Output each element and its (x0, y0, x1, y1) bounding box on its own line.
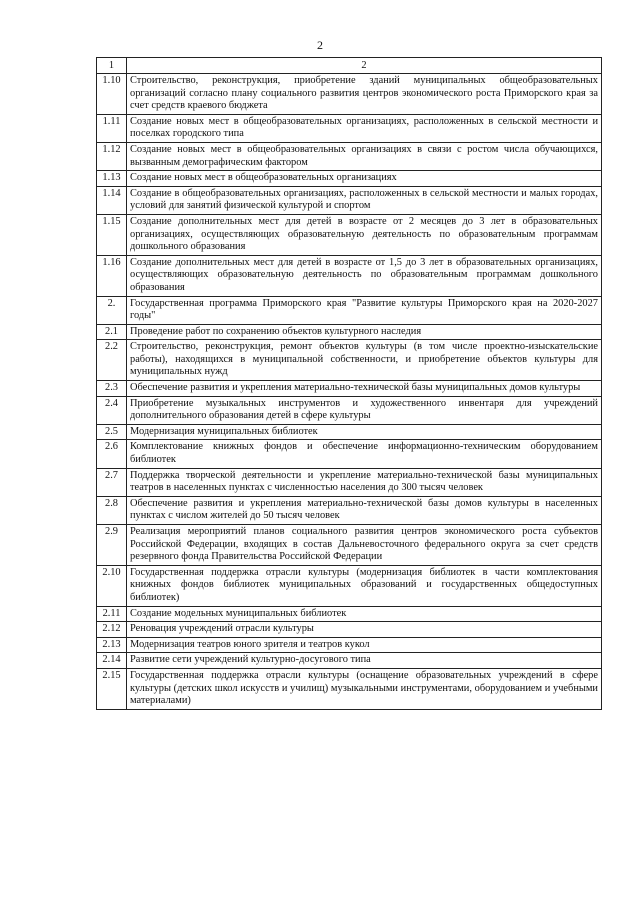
table-row (97, 606, 602, 622)
table-row (97, 214, 602, 255)
row-number: 2. (97, 296, 127, 324)
table-row (97, 653, 602, 669)
row-description: Создание модельных муниципальных библиотек (127, 606, 602, 622)
table-row (97, 440, 602, 468)
row-description: Создание новых мест в общеобразовательных организациях в связи с ростом числа обучающихся, вызванным демографическим фактором (127, 142, 602, 170)
table-row (97, 525, 602, 566)
header-col-description: 2 (127, 58, 602, 74)
table-header-row (97, 58, 602, 74)
table-row (97, 637, 602, 653)
row-description: Модернизация муниципальных библиотек (127, 424, 602, 440)
table-row (97, 622, 602, 638)
measures-table (96, 57, 602, 710)
row-description: Строительство, реконструкция, приобретение зданий муниципальных общеобразовательных организаций согласно плану социального развития центров экономического роста Приморского края за счет средств краевого бюджета (127, 74, 602, 115)
table-row (97, 381, 602, 397)
row-number: 2.5 (97, 424, 127, 440)
table-row (97, 186, 602, 214)
row-number: 2.10 (97, 565, 127, 606)
table-row (97, 340, 602, 381)
row-description: Создание дополнительных мест для детей в возрасте от 1,5 до 3 лет в образовательных организациях, осуществляющих образовательную деятельность по образовательным программам дошкольного образования (127, 255, 602, 296)
row-description: Создание в общеобразовательных организациях, расположенных в сельской местности и малых городах, условий для занятий физической культурой и спортом (127, 186, 602, 214)
row-description: Поддержка творческой деятельности и укрепление материально-технической базы муниципальных театров в населенных пунктах с численностью населения до 300 тысяч человек (127, 468, 602, 496)
row-description: Государственная поддержка отрасли культуры (модернизация библиотек в части комплектования книжных фондов библиотек муниципальных образований и государственных общедоступных библиотек) (127, 565, 602, 606)
row-number: 1.15 (97, 214, 127, 255)
row-number: 2.7 (97, 468, 127, 496)
row-number: 1.16 (97, 255, 127, 296)
row-description: Проведение работ по сохранению объектов культурного наследия (127, 324, 602, 340)
row-number: 1.12 (97, 142, 127, 170)
table-row (97, 424, 602, 440)
table-row (97, 142, 602, 170)
row-description: Создание дополнительных мест для детей в возрасте от 2 месяцев до 3 лет в образовательных организациях, осуществляющих образовательную деятельность по образовательным программам дошкольного образования (127, 214, 602, 255)
row-number: 2.13 (97, 637, 127, 653)
table-row (97, 171, 602, 187)
row-number: 2.14 (97, 653, 127, 669)
row-description: Модернизация театров юного зрителя и театров кукол (127, 637, 602, 653)
table-row (97, 668, 602, 709)
row-description: Государственная программа Приморского края "Развитие культуры Приморского края на 2020-2027 годы" (127, 296, 602, 324)
row-description: Реализация мероприятий планов социального развития центров экономического роста субъектов Российской Федерации, входящих в состав Дальневосточного федерального округа за счет средств резервного фонда Правительства Российской Федерации (127, 525, 602, 566)
row-description: Создание новых мест в общеобразовательных организациях (127, 171, 602, 187)
table-row (97, 565, 602, 606)
row-number: 2.8 (97, 496, 127, 524)
row-description: Обеспечение развития и укрепления материально-технической базы домов культуры в населенных пунктах с числом жителей до 50 тысяч человек (127, 496, 602, 524)
row-description: Комплектование книжных фондов и обеспечение информационно-техническим оборудованием библиотек (127, 440, 602, 468)
row-number: 2.6 (97, 440, 127, 468)
page-number: 2 (317, 38, 323, 52)
row-description: Обеспечение развития и укрепления материально-технической базы муниципальных домов культуры (127, 381, 602, 397)
row-number: 2.3 (97, 381, 127, 397)
table-row (97, 255, 602, 296)
row-number: 1.11 (97, 114, 127, 142)
row-description: Развитие сети учреждений культурно-досугового типа (127, 653, 602, 669)
row-description: Строительство, реконструкция, ремонт объектов культуры (в том числе проектно-изыскательские работы), находящихся в муниципальной собственности, и приобретение объектов культуры для муниципальных нужд (127, 340, 602, 381)
row-number: 1.10 (97, 74, 127, 115)
table-row (97, 296, 602, 324)
row-number: 1.13 (97, 171, 127, 187)
row-number: 2.2 (97, 340, 127, 381)
row-number: 2.11 (97, 606, 127, 622)
header-col-number: 1 (97, 58, 127, 74)
table-row (97, 74, 602, 115)
row-number: 2.15 (97, 668, 127, 709)
row-number: 2.9 (97, 525, 127, 566)
row-number: 2.1 (97, 324, 127, 340)
table-row (97, 468, 602, 496)
row-description: Реновация учреждений отрасли культуры (127, 622, 602, 638)
row-number: 2.4 (97, 396, 127, 424)
table-row (97, 324, 602, 340)
row-description: Создание новых мест в общеобразовательных организациях, расположенных в сельской местности и поселках городского типа (127, 114, 602, 142)
row-description: Приобретение музыкальных инструментов и художественного инвентаря для учреждений дополнительного образования детей в сфере культуры (127, 396, 602, 424)
row-description: Государственная поддержка отрасли культуры (оснащение образовательных учреждений в сфере культуры (детских школ искусств и училищ) музыкальными инструментами, оборудованием и учебными материалами) (127, 668, 602, 709)
row-number: 2.12 (97, 622, 127, 638)
table-row (97, 114, 602, 142)
table-row (97, 496, 602, 524)
table-row (97, 396, 602, 424)
row-number: 1.14 (97, 186, 127, 214)
